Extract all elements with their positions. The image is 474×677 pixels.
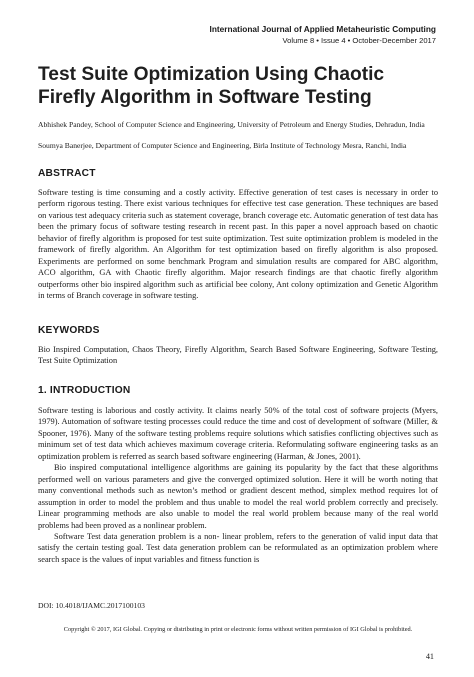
paper-title xyxy=(38,64,438,109)
paper-title-line-2: Firefly Algorithm in Software Testing xyxy=(38,86,372,108)
journal-name: International Journal of Applied Metaheuristic Computing xyxy=(209,24,436,34)
abstract-text: Software testing is time consuming and a costly activity. Effective generation of test cases is necessary in order to perform rigorous testing. There exist various techniques for effective test case generation. These techniques are based on various test adequacy criteria such as statement coverage, branch coverage etc. Automatic generation of test data has been the primary focus of software testing research in recent past. In this paper a novel approach based on chaotic behavior of firefly algorithm is proposed for test suite optimization. Test suite optimization problem is modeled in the framework of firefly algorithm. An Algorithm for test optimization based on firefly algorithm is also proposed. Experiments are performed on some benchmark Program and simulation results are compared for ABC algorithm, ACO algorithm, GA with Chaotic firefly algorithm. Major research findings are that chaotic firefly algorithm outperforms other bio inspired algorithm such as artificial bee colony, Ant colony optimization and Genetic Algorithm in terms of Branch coverage in software testing. xyxy=(38,188,438,301)
abstract-heading: ABSTRACT xyxy=(38,168,96,179)
doi: DOI: 10.4018/IJAMC.2017100103 xyxy=(38,601,145,610)
keywords-text: Bio Inspired Computation, Chaos Theory, Firefly Algorithm, Search Based Software Engineering, Software Testing, Test Suite Optimization xyxy=(38,345,438,366)
journal-issue: Volume 8 • Issue 4 • October-December 2017 xyxy=(282,36,436,45)
introduction-paragraph-2: Bio inspired computational intelligence algorithms are gaining its popularity by the fact that these algorithms performed well on various parameters and give the converged optimized solution. Here it will be worth noting that many conventional methods such as newton’s method or gradient descent method, simplex method requires lot of assumption in order to model the problem and thus unable to model the real world problem correctly and precisely. Linear programming methods are also unable to model the real world problem because many of the real world problems had been proved as a nonlinear problem. xyxy=(38,463,438,530)
introduction-paragraph-1: Software testing is laborious and costly activity. It claims nearly 50% of the total cost of software projects (Myers, 1979). Automation of software testing processes could reduce the time and cost of development of software (Miller, & Spooner, 1976). Many of the software testing problems require solutions which satisfies conflicting objectives such as minimum set of test data which achieves maximum coverage criteria. Reformulating software engineering tasks as an optimization problem is referred as search based software engineering (Harman, & Jones, 2001). xyxy=(38,406,438,461)
author-affiliation-1: Abhishek Pandey, School of Computer Science and Engineering, University of Petroleum and Energy Studies, Dehradun, India xyxy=(38,120,425,129)
keywords-heading: KEYWORDS xyxy=(38,325,100,336)
introduction-body xyxy=(38,405,438,565)
page-number: 41 xyxy=(425,652,434,661)
author-affiliation-2: Soumya Banerjee, Department of Computer Science and Engineering, Birla Institute of Technology Mesra, Ranchi, India xyxy=(38,141,407,150)
copyright-notice: Copyright © 2017, IGI Global. Copying or distributing in print or electronic forms without written permission of IGI Global is prohibited. xyxy=(63,626,413,633)
journal-header xyxy=(210,24,436,46)
paper-title-line-1: Test Suite Optimization Using Chaotic xyxy=(38,64,385,85)
introduction-paragraph-3: Software Test data generation problem is a non- linear problem, refers to the generation of valid input data that satisfy the certain testing goal. Test data generation problem can be reformulated as an optimization problem where search space is the values of input variables and fitness function is xyxy=(38,531,438,564)
introduction-heading: 1. INTRODUCTION xyxy=(38,385,131,396)
